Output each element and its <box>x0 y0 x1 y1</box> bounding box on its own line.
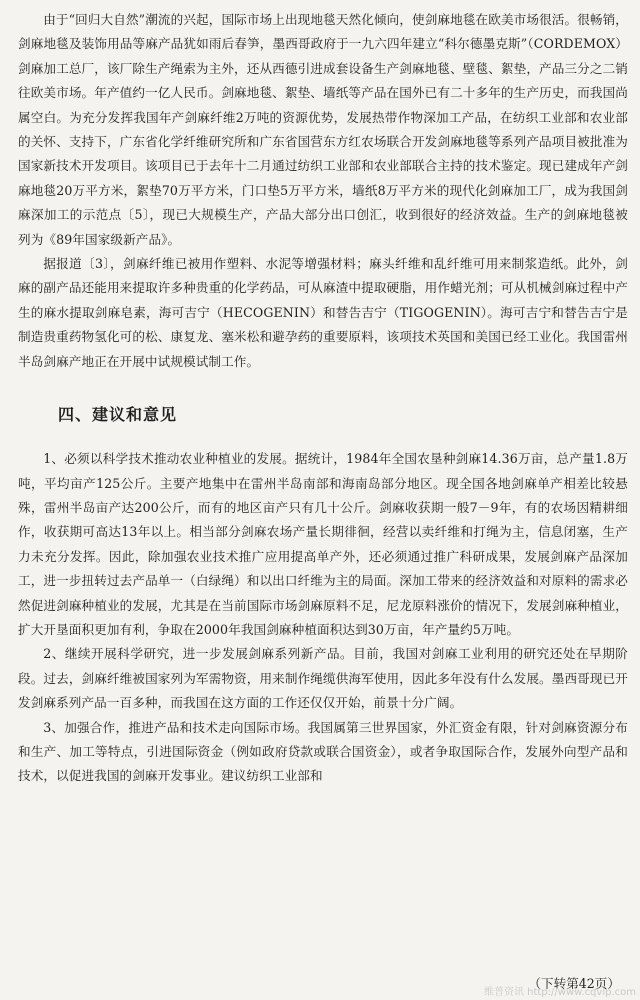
paragraph-carpet-market: 由于“回归大自然”潮流的兴起，国际市场上出现地毯天然化倾向，使剑麻地毯在欧美市场很活。很畅销，剑麻地毯及装饰用品等麻产品犹如雨后春笋，墨西哥政府于一九六四年建立“科尔德墨克斯”（CORDEMOX）剑麻加工总厂，该厂除生产绳索为主外，还从西德引进成套设备生产剑麻地毯、壁毯、絮垫，产品三分之二销往欧美市场。年产值约一亿人民币。剑麻地毯、絮垫、墙纸等产品在国外已有二十多年的生产历史，而我国尚属空白。为充分发挥我国年产剑麻纤维2万吨的资源优势，发展热带作物深加工产品，在纺织工业部和农业部的关怀、支持下，广东省化学纤维研究所和广东省国营东方红农场联合开发剑麻地毯等系列产品项目被批准为国家新技术开发项目。该项目已于去年十二月通过纺织工业部和农业部联合主持的技术鉴定。现已建成年产剑麻地毯20万平方米，絮垫70万平方米，门口垫5万平方米，墙纸8万平方米的现代化剑麻加工厂，成为我国剑麻深加工的示范点〔5〕，现已大规模生产，产品大部分出口创汇，收到很好的经济效益。生产的剑麻地毯被列为《89年国家级新产品》。 <box>18 12 628 247</box>
paragraph-recommendation-1: 1、必须以科学技术推动农业种植业的发展。据统计，1984年全国农垦种剑麻14.36万亩，总产量1.8万吨，平均亩产125公斤。主要产地集中在雷州半岛南部和海南岛部分地区。现全国各地剑麻单产相差比较悬殊，雷州半岛亩产达200公斤，而有的地区亩产只有几十公斤。剑麻收获期一般7－9年，有的农场因精耕细作，收获期可高达13年以上。相当部分剑麻农场产量长期徘徊，经营以卖纤维和打绳为主，信息闭塞，生产力未充分发挥。因此，除加强农业技术推广应用提高单产外，还必须通过推广科研成果，发展剑麻产品深加工，进一步扭转过去产品单一（白绿绳）和以出口纤维为主的局面。深加工带来的经济效益和对原料的需求必然促进剑麻种植业的发展，尤其是在当前国际市场剑麻原料不足，尼龙原料涨价的情况下，发展剑麻种植业，扩大开垦面积更加有利，争取在2000年我国剑麻种植面积达到30万亩，年产量约5万吨。 <box>18 451 628 637</box>
watermark: 维普资讯 http://www.cqvip.com <box>483 987 636 998</box>
continued-on-page-note: （下转第42页） <box>528 976 620 991</box>
paragraph-recommendation-3: 3、加强合作，推进产品和技术走向国际市场。我国属第三世界国家，外汇资金有限，针对剑麻资源分布和生产、加工等特点，引进国际资金（例如政府贷款或联合国资金），或者争取国际合作，发展外向型产品和技术，以促进我国的剑麻开发事业。建议纺织工业部和 <box>18 719 628 784</box>
paragraph-byproducts: 据报道〔3〕，剑麻纤维已被用作塑料、水泥等增强材料；麻头纤维和乱纤维可用来制浆造纸。此外，剑麻的副产品还能用来提取许多种贵重的化学药品，可从麻渣中提取硬脂，用作蜡光剂；可从机械剑麻过程中产生的麻水提取剑麻皂素，海可吉宁（HECOGENIN）和替告吉宁（TIGOGENIN）。海可吉宁和替告吉宁是制造贵重药物氢化可的松、康复龙、塞米松和避孕药的重要原料，该项技术英国和美国已经工业化。我国雷州半岛剑麻产地正在开展中试规模试制工作。 <box>18 256 628 369</box>
section-heading: 四、建议和意见 <box>58 405 178 425</box>
paragraph-recommendation-2: 2、继续开展科学研究，进一步发展剑麻系列新产品。目前，我国对剑麻工业利用的研究还处在早期阶段。过去，剑麻纤维被国家列为军需物资，用来制作绳缆供海军使用，因此多年没有什么发展。墨西哥现已开发剑麻系列产品一百多种，而我国在这方面的工作还仅仅开始，前景十分广阔。 <box>18 646 628 711</box>
